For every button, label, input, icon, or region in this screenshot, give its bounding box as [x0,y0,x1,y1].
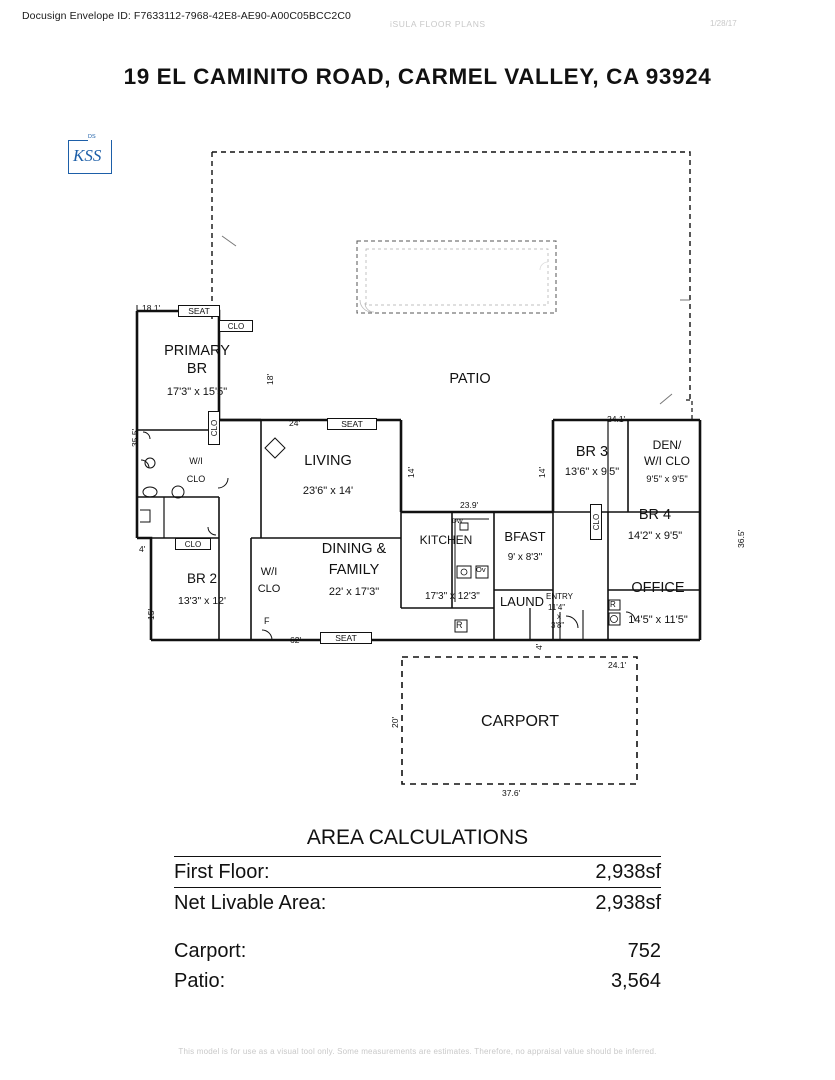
dim-24: 24' [289,418,301,428]
label-ov: Ov [476,565,486,574]
dim-24-1-top: 24.1' [607,414,626,424]
label-r-1: R [456,620,463,630]
dim-36-5: 36.5' [736,529,746,548]
room-primary-br-line2: BR [186,361,208,377]
dim-62: 62' [290,635,302,645]
room-wi-clo-primary-line2: CLO [186,474,206,484]
room-wi-clo-primary-line1: W/I [189,456,203,466]
room-primary-br-line1: PRIMARY [164,343,230,359]
room-living-dim: 23'6" x 14' [302,485,354,497]
room-br3: BR 3 [575,444,609,460]
signature-ds-label: DS [88,134,96,140]
area-spacer [174,918,661,936]
dim-20: 20' [390,716,400,728]
docusign-envelope-id: Docusign Envelope ID: F7633112-7968-42E8-AE90-A00C05BCC2C0 [22,10,351,22]
clo-tag-mid: CLO [175,538,211,550]
area-calculations-title: AREA CALCULATIONS [306,826,529,849]
room-primary-br-dim: 17'3" x 15'5" [166,386,228,398]
area-value-net-livable: 2,938sf [595,892,661,914]
area-row-first-floor [174,856,661,887]
room-entry-dim-x: x [557,612,561,621]
room-entry-dim-2: 3'8" [551,621,565,630]
room-office: OFFICE [631,580,685,596]
label-f: F [264,616,270,626]
seat-tag-3: SEAT [320,632,372,644]
room-den-line2: W/I CLO [643,454,690,468]
area-row-carport [174,936,661,966]
dim-14-right: 14' [537,466,547,478]
room-dining-dim: 22' x 17'3" [328,586,380,598]
area-value-patio: 3,564 [610,970,661,992]
room-patio: PATIO [449,371,491,387]
room-entry-dim-1: 11'4" [548,603,566,612]
room-bfast-dim: 9' x 8'3" [507,552,543,563]
room-wi-clo-line2: CLO [257,583,281,595]
area-label-net-livable: Net Livable Area: [174,892,327,914]
dim-4-left: 4' [139,544,146,554]
dim-14-left: 14' [406,466,416,478]
room-dining-line1: DINING & [321,541,387,557]
room-entry: ENTRY [546,592,573,601]
dim-4-bottom: 4' [534,643,544,650]
room-den-dim: 9'5" x 9'5" [646,474,688,485]
dim-23-9: 23.9' [460,500,479,510]
signature-stamp[interactable] [66,136,114,176]
header-date: 1/28/17 [710,19,737,28]
room-br3-dim: 13'6" x 9'5" [564,466,620,478]
room-dining-line2: FAMILY [328,562,380,578]
page-title: 19 EL CAMINITO ROAD, CARMEL VALLEY, CA 93924 [123,64,712,89]
area-value-first-floor: 2,938sf [595,861,661,883]
area-label-first-floor: First Floor: [174,861,270,883]
room-bfast: BFAST [504,529,546,544]
room-wi-clo-line1: W/I [260,566,278,578]
dim-18: 18' [265,373,275,385]
watermark-text: iSULA FLOOR PLANS [390,19,486,29]
area-label-patio: Patio: [174,970,226,992]
signature-initials: KSS [73,146,102,165]
dim-35-5: 35.5' [130,428,140,447]
room-br2-dim: 13'3" x 12' [177,595,227,607]
label-r-2: R [610,600,616,609]
room-br4-dim: 14'2" x 9'5" [627,530,683,542]
room-den-line1: DEN/ [652,438,682,452]
clo-tag-br: CLO [590,504,602,540]
area-calculations-table [174,856,661,996]
area-row-net-livable [174,887,661,918]
room-living: LIVING [304,453,352,469]
room-br2: BR 2 [186,571,217,586]
room-br4: BR 4 [638,507,672,523]
seat-tag-1: SEAT [178,305,220,317]
room-office-dim: 14'5" x 11'5" [628,614,688,626]
area-row-patio [174,966,661,996]
dim-15: 15' [146,608,156,620]
seat-tag-2: SEAT [327,418,377,430]
area-label-carport: Carport: [174,940,247,962]
label-dw: DW [452,518,463,525]
room-laund: LAUND [499,594,545,609]
dim-24-1-bottom: 24.1' [608,660,627,670]
room-carport: CARPORT [481,713,559,730]
footer-disclaimer: This model is for use as a visual tool only. Some measurements are estimates. Therefore, no appraisal value should be inferred. [178,1047,657,1056]
room-kitchen: KITCHEN [419,533,473,547]
dim-37-6: 37.6' [502,788,521,798]
clo-tag-top: CLO [219,320,253,332]
dim-18-1: 18.1' [142,303,161,313]
room-laund-dim: 17'3" x 12'3" [425,591,480,602]
clo-tag-primary-side: CLO [208,411,220,445]
area-value-carport: 752 [627,940,661,962]
